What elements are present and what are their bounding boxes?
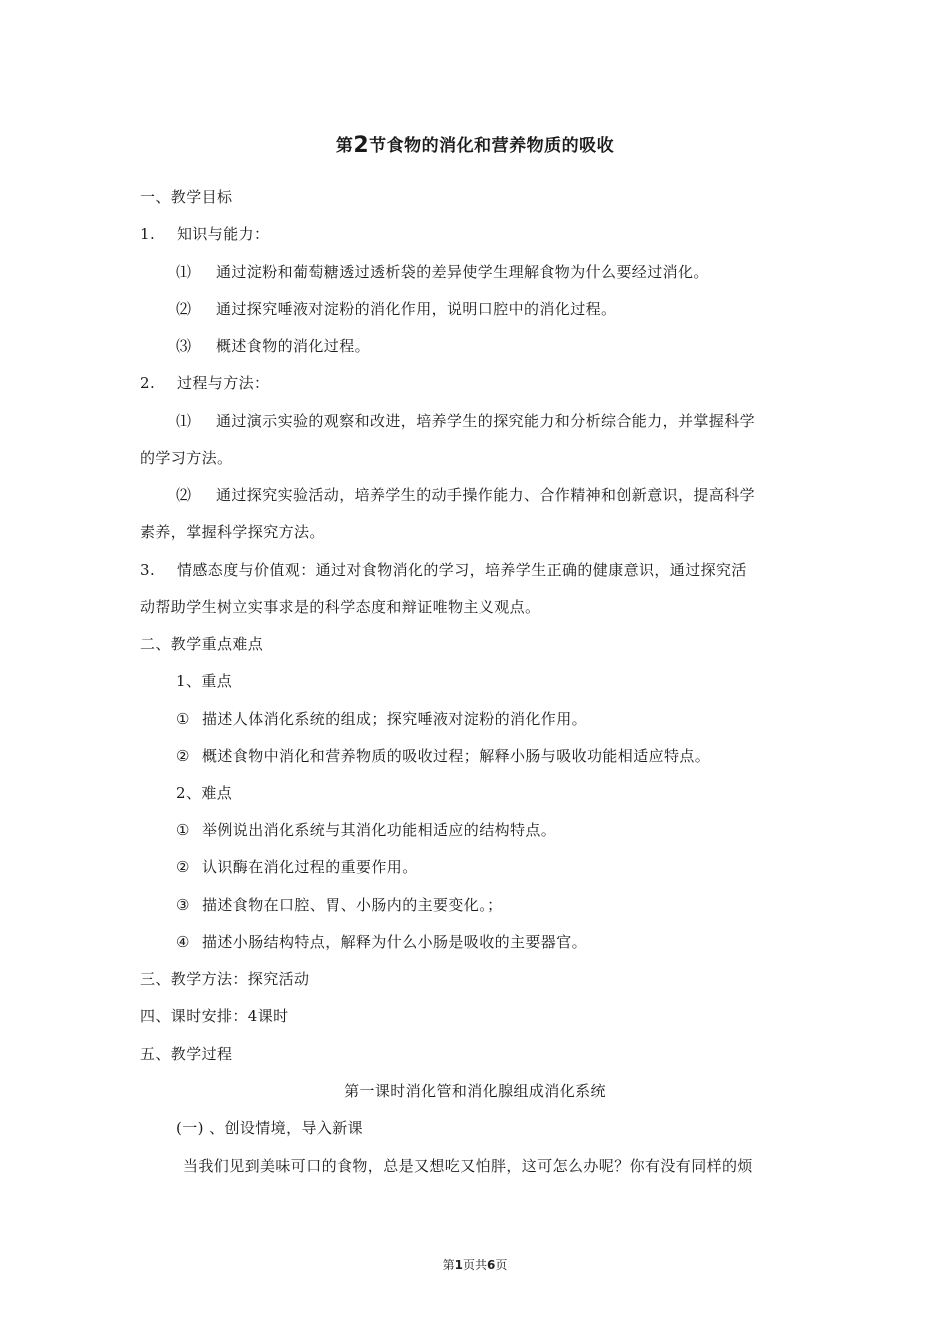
list-marker: ② bbox=[176, 858, 190, 876]
list-text: 描述小肠结构特点，解释为什么小肠是吸收的主要器官。 bbox=[202, 933, 588, 951]
footer-prefix: 第 bbox=[442, 1258, 455, 1272]
list-text: 概述食物的消化过程。 bbox=[216, 337, 371, 355]
list-text: 认识酶在消化过程的重要作用。 bbox=[202, 858, 418, 876]
section-intro: (一) 、创设情境，导入新课 bbox=[176, 1119, 364, 1137]
subheading-difficult: 2、难点 bbox=[176, 784, 233, 802]
lesson-title: 第一课时消化管和消化腺组成消化系统 bbox=[344, 1082, 606, 1100]
difficult-point-2 bbox=[176, 857, 856, 877]
list-text: 通过探究唾液对淀粉的消化作用，说明口腔中的消化过程。 bbox=[216, 300, 617, 318]
list-text: 通过淀粉和葡萄糖透过透析袋的差异使学生理解食物为什么要经过消化。 bbox=[216, 263, 709, 281]
key-point-1 bbox=[176, 709, 856, 729]
intro-paragraph: 当我们见到美味可口的食物，总是又想吃又怕胖，这可怎么办呢？你有没有同样的烦 bbox=[183, 1157, 753, 1175]
list-marker: ① bbox=[176, 821, 190, 839]
goal-2-2-continued: 素养，掌握科学探究方法。 bbox=[140, 523, 325, 541]
list-marker: ③ bbox=[176, 896, 190, 914]
key-point-2 bbox=[176, 746, 856, 766]
page-footer bbox=[0, 1256, 950, 1273]
list-marker: 3. bbox=[140, 561, 156, 579]
document-title bbox=[0, 131, 950, 158]
list-marker: ① bbox=[176, 710, 190, 728]
goal-3 bbox=[140, 560, 820, 580]
list-text: 过程与方法： bbox=[177, 374, 270, 392]
goal-1-3 bbox=[176, 336, 856, 356]
goal-2-1 bbox=[176, 411, 856, 431]
heading-teaching-process: 五、教学过程 bbox=[140, 1045, 233, 1063]
list-marker: ⑶ bbox=[176, 337, 192, 355]
heading-key-points: 二、教学重点难点 bbox=[140, 635, 264, 653]
goal-1 bbox=[140, 224, 820, 244]
goal-1-2 bbox=[176, 299, 856, 319]
title-text: 节食物的消化和营养物质的吸收 bbox=[369, 136, 615, 156]
footer-middle: 页共 bbox=[462, 1258, 487, 1272]
list-text: 概述食物中消化和营养物质的吸收过程；解释小肠与吸收功能相适应特点。 bbox=[202, 747, 711, 765]
list-text: 通过演示实验的观察和改进，培养学生的探究能力和分析综合能力，并掌握科学 bbox=[216, 412, 756, 430]
subheading-key: 1、重点 bbox=[176, 672, 233, 690]
heading-schedule: 四、课时安排：4课时 bbox=[140, 1007, 289, 1025]
list-text: 情感态度与价值观：通过对食物消化的学习，培养学生正确的健康意识，通过探究活 bbox=[177, 561, 747, 579]
list-marker: ⑵ bbox=[176, 300, 192, 318]
goal-2-2 bbox=[176, 485, 856, 505]
list-marker: 2. bbox=[140, 374, 156, 392]
difficult-point-1 bbox=[176, 820, 856, 840]
list-marker: ⑵ bbox=[176, 486, 192, 504]
list-marker: ② bbox=[176, 747, 190, 765]
footer-suffix: 页 bbox=[495, 1258, 508, 1272]
goal-2 bbox=[140, 373, 820, 393]
list-marker: ⑴ bbox=[176, 263, 192, 281]
list-marker: 1. bbox=[140, 225, 156, 243]
footer-page-number: 1 bbox=[454, 1258, 463, 1272]
title-number: 2 bbox=[353, 133, 370, 158]
list-text: 通过探究实验活动，培养学生的动手操作能力、合作精神和创新意识，提高科学 bbox=[216, 486, 756, 504]
list-marker: ⑴ bbox=[176, 412, 192, 430]
list-text: 知识与能力： bbox=[177, 225, 270, 243]
footer-total-pages: 6 bbox=[487, 1258, 496, 1272]
heading-teaching-method: 三、教学方法：探究活动 bbox=[140, 970, 310, 988]
goal-2-1-continued: 的学习方法。 bbox=[140, 449, 233, 467]
goal-3-continued: 动帮助学生树立实事求是的科学态度和辩证唯物主义观点。 bbox=[140, 598, 541, 616]
title-prefix: 第 bbox=[335, 136, 354, 156]
list-text: 描述食物在口腔、胃、小肠内的主要变化。； bbox=[202, 896, 503, 914]
list-text: 描述人体消化系统的组成；探究唾液对淀粉的消化作用。 bbox=[202, 710, 588, 728]
list-marker: ④ bbox=[176, 933, 190, 951]
heading-teaching-goals: 一、教学目标 bbox=[140, 188, 233, 206]
difficult-point-3 bbox=[176, 895, 856, 915]
list-text: 举例说出消化系统与其消化功能相适应的结构特点。 bbox=[202, 821, 557, 839]
goal-1-1 bbox=[176, 262, 856, 282]
difficult-point-4 bbox=[176, 932, 856, 952]
